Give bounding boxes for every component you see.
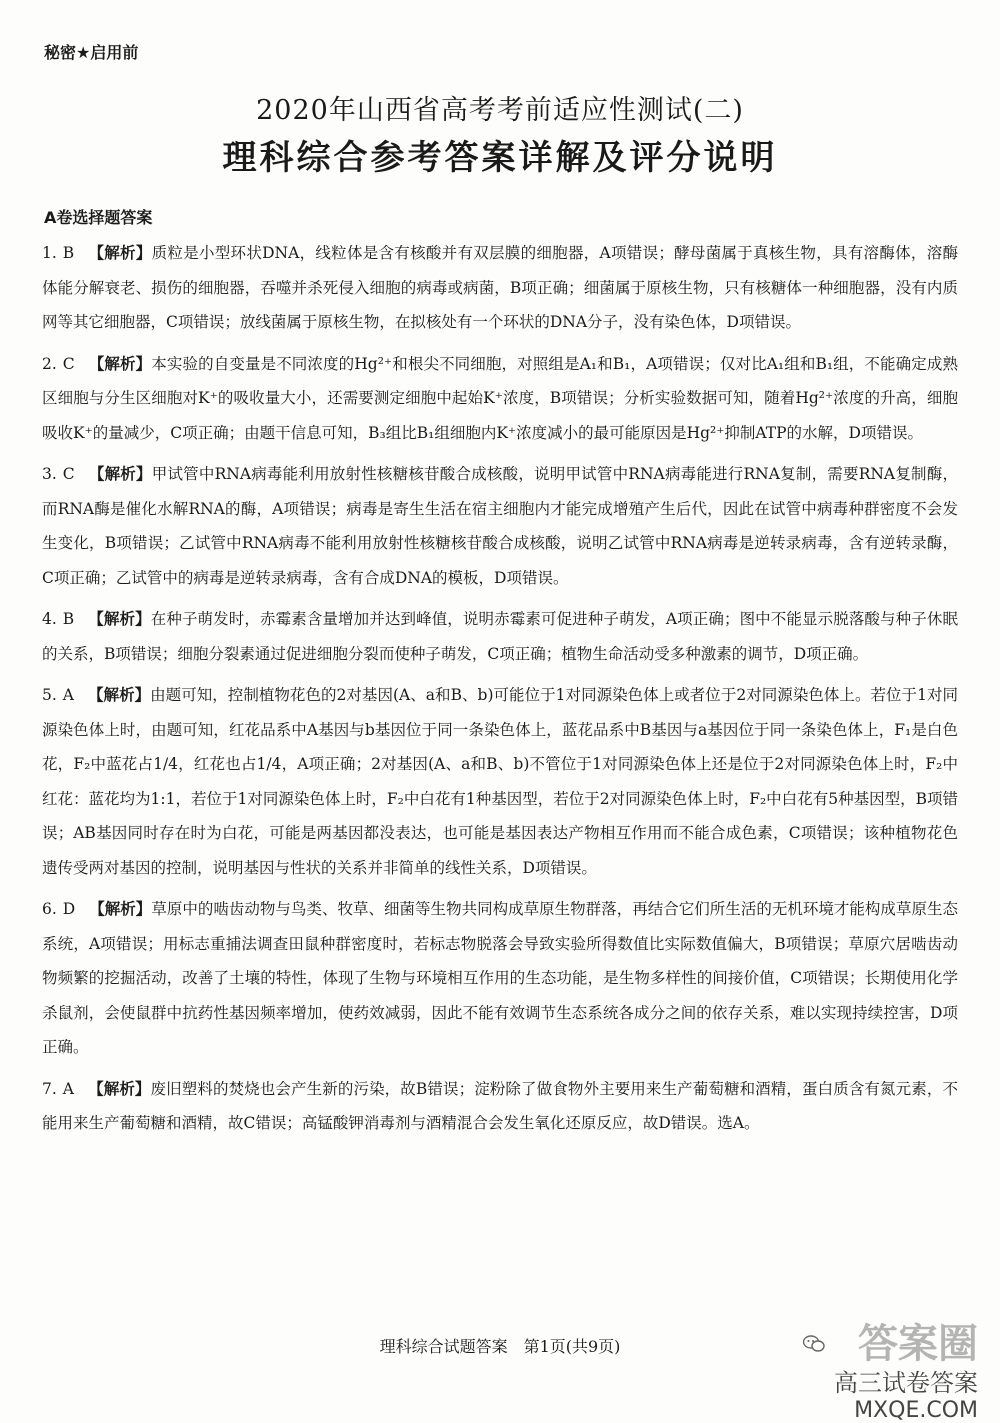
exam-title: 2020年山西省高考考前适应性测试(二)	[256, 95, 744, 126]
answer-choice: A	[62, 1079, 74, 1098]
answer-text: 本实验的自变量是不同浓度的Hg²⁺和根尖不同细胞，对照组是A₁和B₁，A项错误；仅对比A₁组和B₁组，不能确定成熟区细胞与分生区细胞对K⁺的吸收量大小，还需要测定细胞中起始K⁺浓度，B项错误；分析实验数据可知，随着Hg²⁺浓度的升高，细胞吸收K⁺的量减少，C项正确；由题干信息可知，B₃组比B₁组细胞内K⁺浓度减小的最可能原因是Hg²⁺抑制ATP的水解，D项错误。	[42, 354, 958, 442]
answer-list	[42, 236, 958, 1141]
answer-text: 草原中的啮齿动物与鸟类、牧草、细菌等生物共同构成草原生物群落，再结合它们所生活的无机环境才能构成草原生态系统，A项错误；用标志重捕法调查田鼠种群密度时，若标志物脱落会导致实验所得数值比实际数值偏大，B项错误；草原穴居啮齿动物频繁的挖掘活动，改善了土壤的特性，体现了生物与环境相互作用的生态功能，是生物多样性的间接价值，C项错误；长期使用化学杀鼠剂，会使鼠群中抗药性基因频率增加，使药效减弱，因此不能有效调节生态系统各成分之间的依存关系，难以实现持续控害，D项正确。	[42, 900, 958, 1056]
answer-text: 在种子萌发时，赤霉素含量增加并达到峰值，说明赤霉素可促进种子萌发，A项正确；图中不能显示脱落酸与种子休眠的关系，B项错误；细胞分裂素通过促进细胞分裂而使种子萌发，C项正确；植物生命活动受多种激素的调节，D项正确。	[42, 610, 958, 663]
answer-choice: C	[62, 354, 75, 373]
watermark-site: MXQE.COM	[854, 1398, 978, 1423]
watermark-brand	[834, 1312, 978, 1423]
analysis-tag: 【解析】	[88, 244, 152, 262]
answer-number: 2.	[42, 354, 57, 373]
answer-number: 5.	[42, 686, 57, 704]
answer-item	[42, 347, 958, 451]
analysis-tag: 【解析】	[88, 1079, 151, 1098]
answer-choice: D	[62, 900, 76, 918]
answer-item	[42, 1072, 958, 1141]
analysis-tag: 【解析】	[88, 354, 152, 373]
answer-item	[42, 678, 958, 885]
answer-choice: C	[62, 465, 75, 483]
answer-choice: B	[62, 610, 75, 628]
answer-text: 质粒是小型环状DNA，线粒体是含有核酸并有双层膜的细胞器，A项错误；酵母菌属于真核生物，具有溶酶体，溶酶体能分解衰老、损伤的细胞器，吞噬并杀死侵入细胞的病毒或病菌，B项正确；细菌属于原核生物，只有核糖体一种细胞器，没有内质网等其它细胞器，C项错误；放线菌属于原核生物，在拟核处有一个环状的DNA分子，没有染色体，D项错误。	[42, 244, 958, 331]
answer-choice: A	[62, 686, 74, 704]
answer-item	[42, 236, 958, 340]
answer-text: 由题可知，控制植物花色的2对基因(A、a和B、b)可能位于1对同源染色体上或者位于2对同源染色体上。若位于1对同源染色体上时，由题可知，红花品系中A基因与b基因位于同一条染色体上，蓝花品系中B基因与a基因位于同一条染色体上，F₁是白色花，F₂中蓝花占1/4，红花也占1/4，A项正确；2对基因(A、a和B、b)不管位于1对同源染色体上还是位于2对同源染色体上时，F₂中红花：蓝花均为1:1，若位于1对同源染色体上时，F₂中白花有1种基因型，若位于2对同源染色体上时，F₂中白花有5种基因型，B项错误；AB基因同时存在时为白花，可能是两基因都没表达，也可能是基因表达产物相互作用而不能合成色素，C项错误；该种植物花色遗传受两对基因的控制，说明基因与性状的关系并非简单的线性关系，D项错误。	[42, 686, 958, 877]
section-title: A卷选择题答案	[44, 208, 153, 227]
analysis-tag: 【解析】	[88, 610, 151, 628]
answer-number: 6.	[42, 900, 57, 918]
answer-number: 7.	[42, 1079, 57, 1098]
answer-text: 废旧塑料的焚烧也会产生新的污染，故B错误；淀粉除了做食物外主要用来生产葡萄糖和酒精，蛋白质含有氮元素，不能用来生产葡萄糖和酒精，故C错误；高锰酸钾消毒剂与酒精混合会发生氧化还原反应，故D错误。选A。	[42, 1079, 958, 1132]
watermark-logo-text: 答案圈	[858, 1321, 978, 1367]
answer-number: 3.	[42, 465, 57, 483]
document-subtitle: 理科综合参考答案详解及评分说明	[222, 138, 778, 178]
answer-choice: B	[62, 244, 75, 262]
answer-number: 1.	[42, 244, 57, 262]
wechat-icon	[803, 1335, 825, 1353]
confidential-label: 秘密★启用前	[44, 43, 139, 62]
watermark-caption: 高三试卷答案	[834, 1369, 978, 1397]
answer-item	[42, 602, 958, 671]
analysis-tag: 【解析】	[89, 900, 152, 918]
answer-number: 4.	[42, 610, 57, 628]
analysis-tag: 【解析】	[88, 686, 151, 704]
answer-item	[42, 892, 958, 1065]
answer-text: 甲试管中RNA病毒能利用放射性核糖核苷酸合成核酸，说明甲试管中RNA病毒能进行RNA复制，需要RNA复制酶，而RNA酶是催化水解RNA的酶，A项错误；病毒是寄生生活在宿主细胞内才能完成增殖产生后代，因此在试管中病毒种群密度不会发生变化，B项错误；乙试管中RNA病毒不能利用放射性核糖核苷酸合成核酸，说明乙试管中RNA病毒是逆转录病毒，含有逆转录酶，C项正确；乙试管中的病毒是逆转录病毒，含有合成DNA的模板，D项错误。	[42, 465, 958, 587]
page-footer: 理科综合试题答案 第1页(共9页)	[379, 1337, 621, 1356]
answer-item	[42, 457, 958, 595]
analysis-tag: 【解析】	[88, 465, 152, 483]
